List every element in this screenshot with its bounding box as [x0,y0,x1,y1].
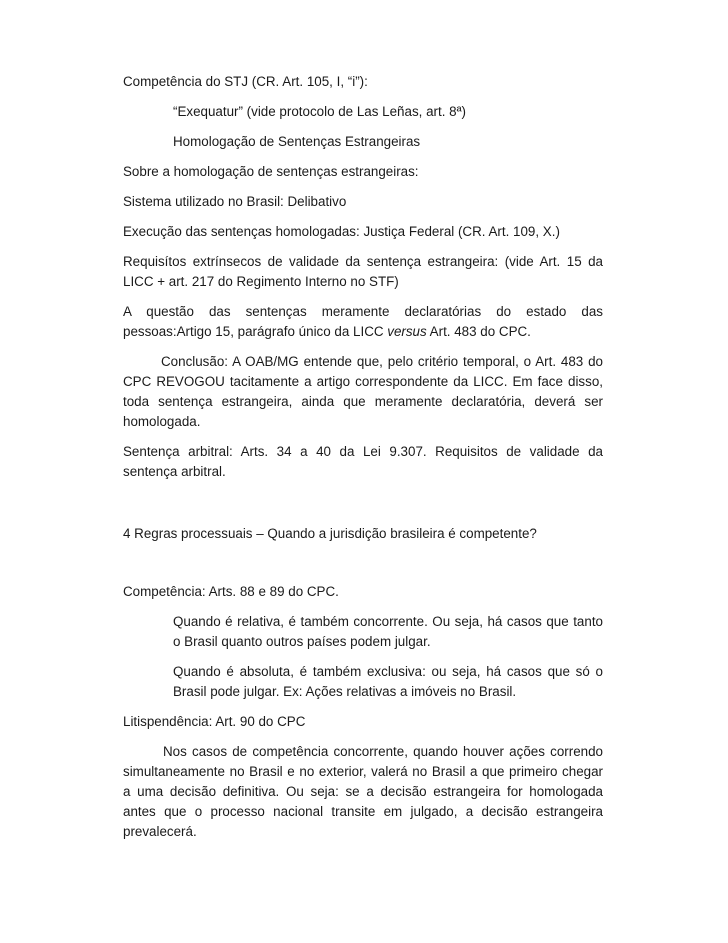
paragraph-competence: Competência: Arts. 88 e 89 do CPC. [123,584,339,599]
paragraph-relative-competence: Quando é relativa, é também concorrente. Ou seja, há casos que tanto o Brasil quanto outros países podem julgar. [173,614,603,649]
spacer [123,554,603,582]
paragraph-extrinsic-requirements: Requisítos extrínsecos de validade da sentença estrangeira: (vide Art. 15 da LICC + art. 217 do Regimento Interno no STF) [123,254,603,289]
paragraph-concurrent-cases: Nos casos de competência concorrente, quando houver ações correndo simultaneamente no Brasil e no exterior, valerá no Brasil a que primeiro chegar a uma decisão definitiva. Ou seja: se a decisão estrangeira for homologada antes que o processo nacional transite em julgado, a decisão estrangeira prevalecerá. [123,744,603,839]
document-body [123,72,603,852]
paragraph-system-used: Sistema utilizado no Brasil: Delibativo [123,194,347,209]
paragraph-declaratory-question [123,302,603,342]
spacer [123,492,603,524]
paragraph-stj-competence: Competência do STJ (CR. Art. 105, I, “i”): [123,74,368,89]
paragraph-homologation: Homologação de Sentenças Estrangeiras [173,134,421,149]
paragraph-exequatur: “Exequatur” (vide protocolo de Las Leñas, art. 8ª) [173,104,467,119]
section-heading-procedural-rules: 4 Regras processuais – Quando a jurisdição brasileira é competente? [123,526,537,541]
paragraph-litispendence: Litispendência: Art. 90 do CPC [123,714,306,729]
paragraph-conclusion: Conclusão: A OAB/MG entende que, pelo critério temporal, o Art. 483 do CPC REVOGOU tacitamente a artigo correspondente da LICC. Em face disso, toda sentença estrangeira, ainda que meramente declaratória, deverá ser homologada. [123,354,603,429]
paragraph-execution: Execução das sentenças homologadas: Justiça Federal (CR. Art. 109, X.) [123,224,560,239]
versus-italic: versus [387,324,427,339]
paragraph-absolute-competence: Quando é absoluta, é também exclusiva: ou seja, há casos que só o Brasil pode julgar. Ex: Ações relativas a imóveis no Brasil. [173,664,603,699]
paragraph-declaratory-text-c: Art. 483 do CPC. [426,324,531,339]
paragraph-declaratory-text-a: A questão das sentenças meramente declaratórias do estado das pessoas:Artigo 15, parágrafo único da LICC [123,304,603,339]
paragraph-about-homologation: Sobre a homologação de sentenças estrangeiras: [123,164,419,179]
paragraph-arbitral-sentence: Sentença arbitral: Arts. 34 a 40 da Lei 9.307. Requisitos de validade da sentença arbitral. [123,444,603,479]
